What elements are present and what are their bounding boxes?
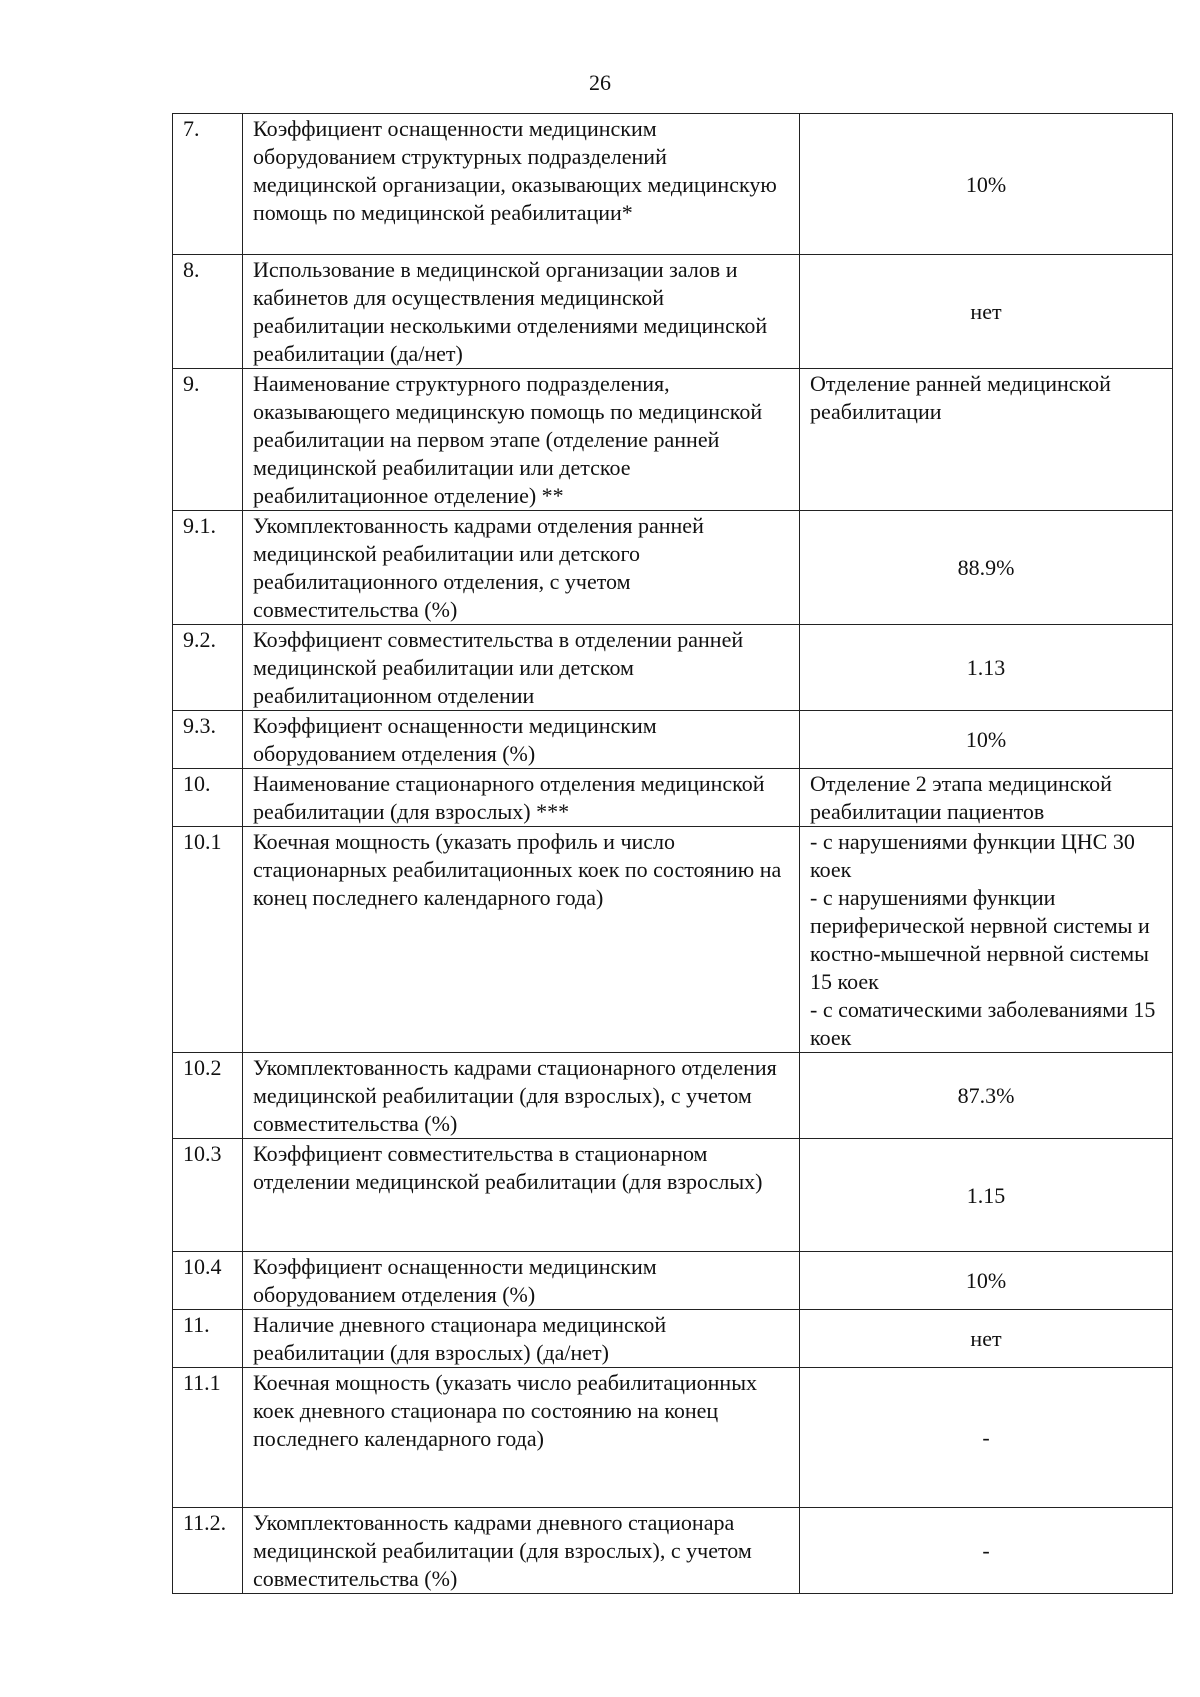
row-value: 10% xyxy=(800,114,1173,255)
indicator-table xyxy=(172,113,1173,1594)
row-value: 1.13 xyxy=(800,625,1173,711)
row-description: Наличие дневного стационара медицинской реабилитации (для взрослых) (да/нет) xyxy=(243,1310,800,1368)
table-row xyxy=(173,827,1173,1053)
table-row xyxy=(173,1053,1173,1139)
row-value: 10% xyxy=(800,1252,1173,1310)
row-number: 9.2. xyxy=(173,625,243,711)
row-number: 11.2. xyxy=(173,1508,243,1594)
row-value: - xyxy=(800,1368,1173,1508)
row-description: Укомплектованность кадрами стационарного отделения медицинской реабилитации (для взрослых), с учетом совместительства (%) xyxy=(243,1053,800,1139)
row-description: Использование в медицинской организации залов и кабинетов для осуществления медицинской реабилитации несколькими отделениями медицинской реабилитации (да/нет) xyxy=(243,255,800,369)
table-row xyxy=(173,625,1173,711)
row-number: 11. xyxy=(173,1310,243,1368)
page-number: 26 xyxy=(589,70,611,95)
table-row xyxy=(173,255,1173,369)
row-description: Наименование стационарного отделения медицинской реабилитации (для взрослых) *** xyxy=(243,769,800,827)
row-value: - с нарушениями функции ЦНС 30 коек - с нарушениями функции периферической нервной системы и костно-мышечной нервной системы 15 коек - с соматическими заболеваниями 15 коек xyxy=(800,827,1173,1053)
table-row xyxy=(173,114,1173,255)
row-description: Коэффициент оснащенности медицинским оборудованием отделения (%) xyxy=(243,1252,800,1310)
row-value: нет xyxy=(800,1310,1173,1368)
row-number: 7. xyxy=(173,114,243,255)
row-number: 10.3 xyxy=(173,1139,243,1252)
table-row xyxy=(173,1310,1173,1368)
row-number: 9.3. xyxy=(173,711,243,769)
row-value: Отделение 2 этапа медицинской реабилитации пациентов xyxy=(800,769,1173,827)
table-row xyxy=(173,1252,1173,1310)
row-number: 10. xyxy=(173,769,243,827)
row-value: - xyxy=(800,1508,1173,1594)
row-number: 10.2 xyxy=(173,1053,243,1139)
row-number: 8. xyxy=(173,255,243,369)
row-description: Наименование структурного подразделения, оказывающего медицинскую помощь по медицинской реабилитации на первом этапе (отделение ранней медицинской реабилитации или детское реабилитационное отделение) ** xyxy=(243,369,800,511)
table-row xyxy=(173,1139,1173,1252)
row-value: 88.9% xyxy=(800,511,1173,625)
table-row xyxy=(173,511,1173,625)
row-number: 10.4 xyxy=(173,1252,243,1310)
row-number: 9.1. xyxy=(173,511,243,625)
row-value: 1.15 xyxy=(800,1139,1173,1252)
row-number: 10.1 xyxy=(173,827,243,1053)
row-description: Коэффициент оснащенности медицинским оборудованием отделения (%) xyxy=(243,711,800,769)
row-description: Коэффициент совместительства в отделении ранней медицинской реабилитации или детском реабилитационном отделении xyxy=(243,625,800,711)
row-number: 9. xyxy=(173,369,243,511)
table-row xyxy=(173,1508,1173,1594)
row-value: 10% xyxy=(800,711,1173,769)
row-description: Коечная мощность (указать число реабилитационных коек дневного стационара по состоянию на конец последнего календарного года) xyxy=(243,1368,800,1508)
row-value: нет xyxy=(800,255,1173,369)
row-description: Укомплектованность кадрами отделения ранней медицинской реабилитации или детского реабилитационного отделения, с учетом совместительства (%) xyxy=(243,511,800,625)
row-description: Коэффициент оснащенности медицинским оборудованием структурных подразделений медицинской организации, оказывающих медицинскую помощь по медицинской реабилитации* xyxy=(243,114,800,255)
table-row xyxy=(173,769,1173,827)
row-number: 11.1 xyxy=(173,1368,243,1508)
table-row xyxy=(173,369,1173,511)
row-value: 87.3% xyxy=(800,1053,1173,1139)
row-value: Отделение ранней медицинской реабилитации xyxy=(800,369,1173,511)
row-description: Укомплектованность кадрами дневного стационара медицинской реабилитации (для взрослых), с учетом совместительства (%) xyxy=(243,1508,800,1594)
table-row xyxy=(173,711,1173,769)
row-description: Коэффициент совместительства в стационарном отделении медицинской реабилитации (для взрослых) xyxy=(243,1139,800,1252)
row-description: Коечная мощность (указать профиль и число стационарных реабилитационных коек по состоянию на конец последнего календарного года) xyxy=(243,827,800,1053)
table-row xyxy=(173,1368,1173,1508)
